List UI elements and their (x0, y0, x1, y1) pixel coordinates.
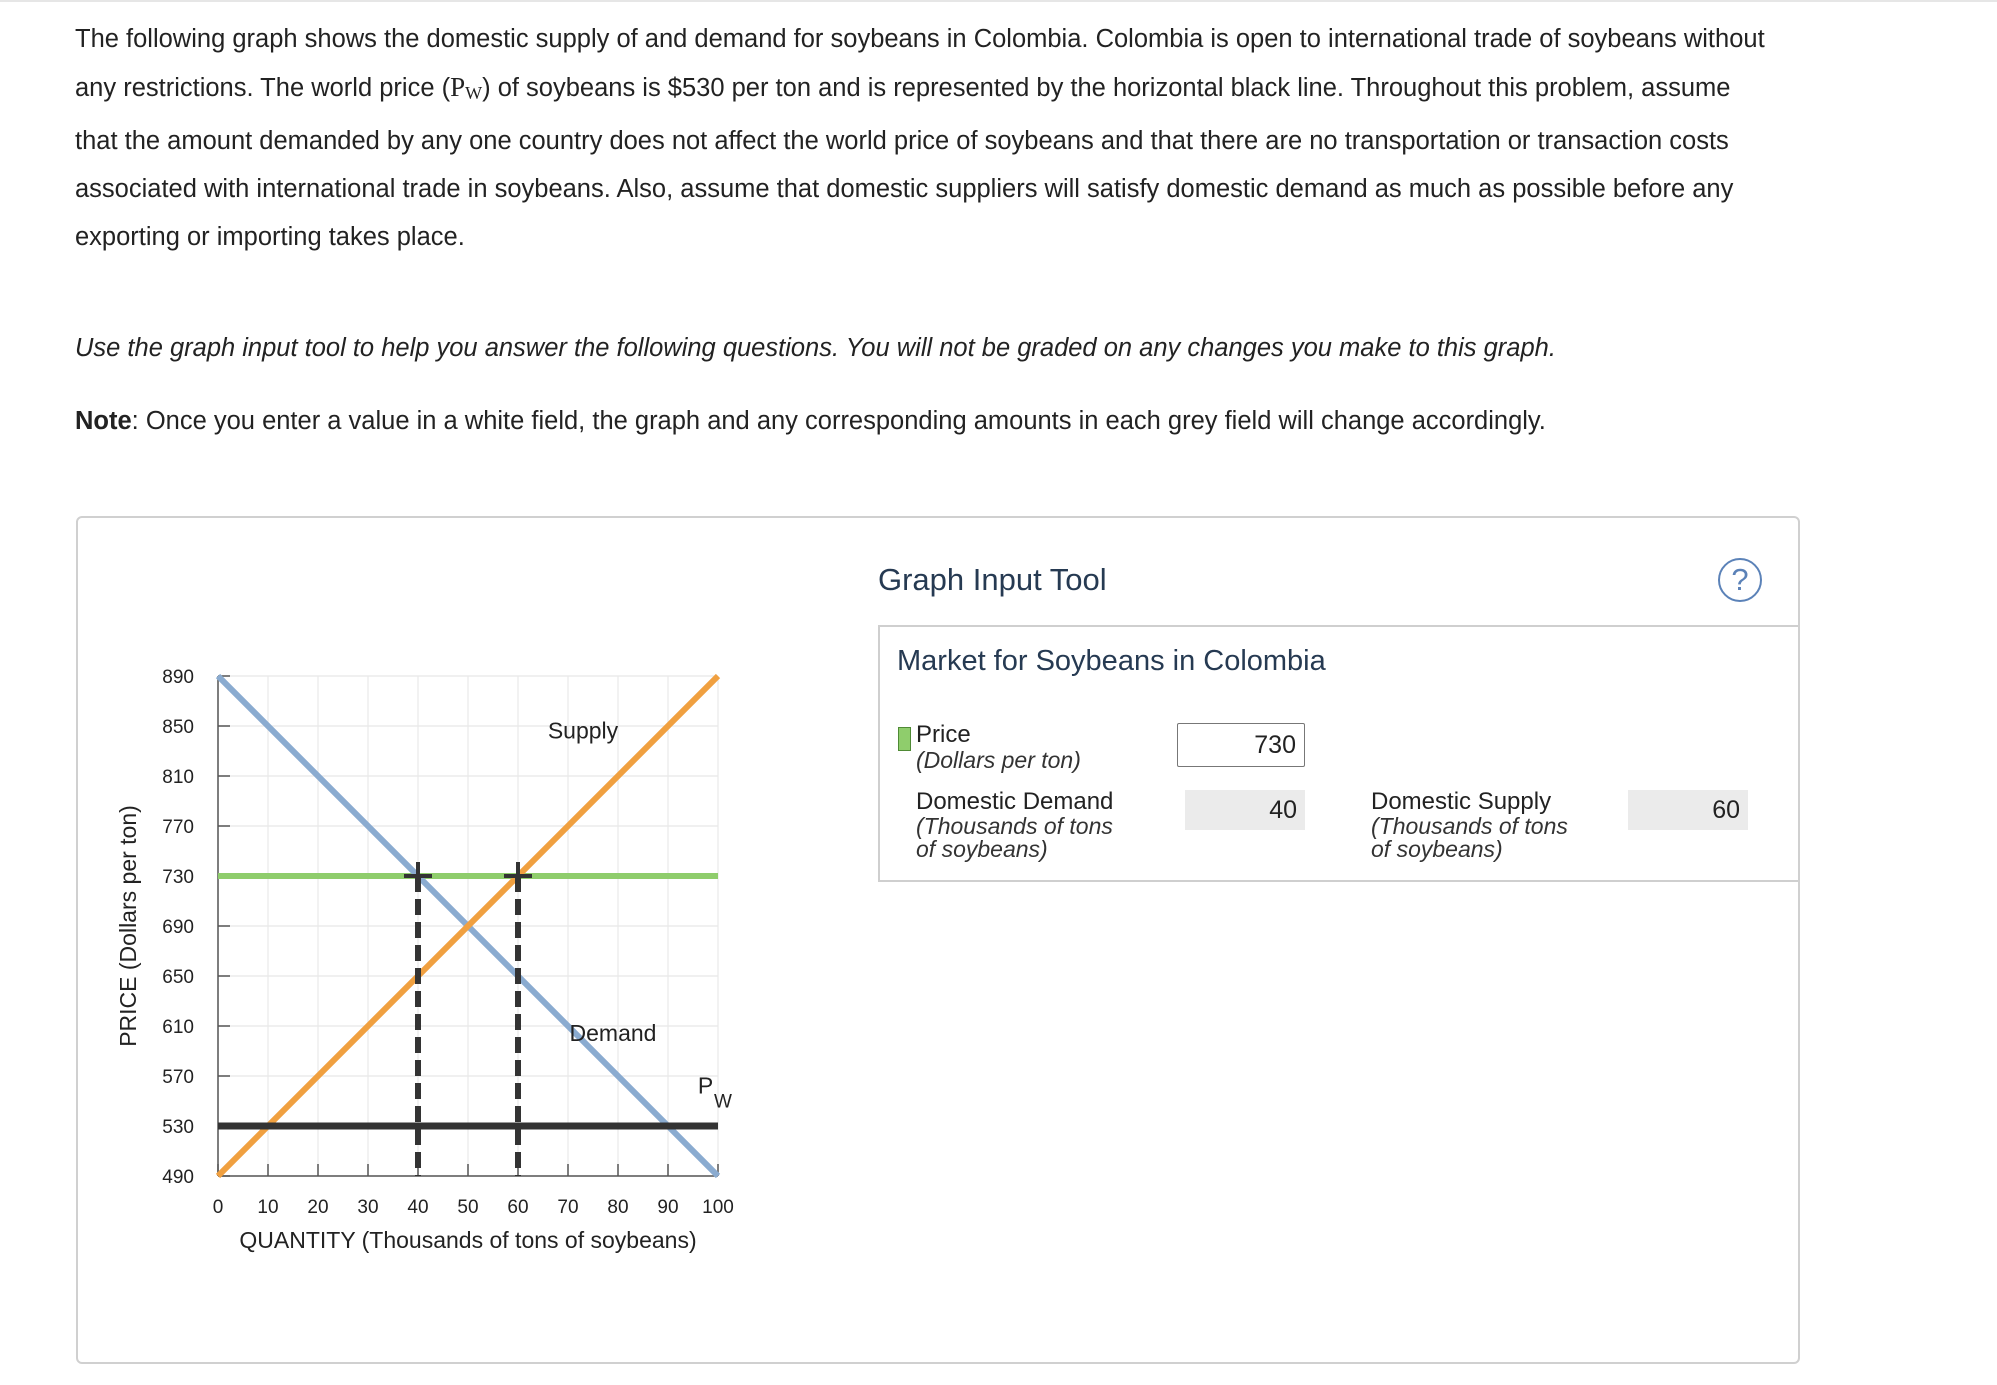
problem-line-5: exporting or importing takes place. (75, 223, 465, 251)
world-price-label-subscript: W (714, 1091, 732, 1113)
problem-line-1: The following graph shows the domestic supply of and demand for soybeans in Colombia. Colombia is open to international trade of soybeans without (75, 25, 1765, 53)
top-divider (0, 0, 1997, 2)
price-label: Price (916, 721, 971, 748)
supply-curve-label: Supply (547, 717, 619, 744)
graph-panel (76, 516, 1800, 1364)
y-tick-label-770: 770 (162, 817, 194, 838)
x-tick-label-20: 20 (307, 1197, 329, 1218)
domestic-demand-value: 40 (1185, 790, 1305, 830)
domestic-supply-label: Domestic Supply (1371, 788, 1552, 815)
y-tick-label-570: 570 (162, 1067, 194, 1088)
price-input[interactable] (1177, 723, 1305, 767)
x-tick-label-50: 50 (457, 1197, 479, 1218)
world-price-symbol (450, 72, 482, 102)
domestic-demand-unit-2: of soybeans) (916, 836, 1048, 862)
problem-statement (75, 15, 1905, 261)
y-tick-label-530: 530 (162, 1117, 194, 1138)
world-price-label: P (697, 1072, 714, 1099)
pw-subscript: W (465, 83, 483, 103)
problem-line-2 (75, 63, 1905, 117)
note-text (75, 403, 1905, 439)
domestic-demand-unit-1: (Thousands of tons (916, 813, 1113, 839)
problem-line-4: associated with international trade in soybeans. Also, assume that domestic suppliers will satisfy domestic demand as much as possible before any (75, 175, 1734, 203)
note-label: Note (75, 407, 132, 435)
price-legend-swatch (898, 727, 911, 751)
x-tick-label-10: 10 (257, 1197, 279, 1218)
x-tick-label-80: 80 (607, 1197, 629, 1218)
x-tick-label-0: 0 (212, 1197, 224, 1218)
instruction-text: Use the graph input tool to help you answer the following questions. You will not be graded on any changes you make to this graph. (75, 334, 1556, 362)
y-tick-label-690: 690 (162, 917, 194, 938)
x-tick-label-40: 40 (407, 1197, 429, 1218)
y-tick-label-610: 610 (162, 1017, 194, 1038)
demand-curve-label: Demand (569, 1020, 657, 1046)
problem-line-2-post: ) of soybeans is $530 per ton and is represented by the horizontal black line. Throughout this problem, assume (482, 74, 1731, 102)
curve-labels (548, 718, 732, 1113)
y-tick-label-850: 850 (162, 717, 194, 738)
domestic-supply-unit-2: of soybeans) (1371, 836, 1503, 862)
note-body: : Once you enter a value in a white field, the graph and any corresponding amounts in each grey field will change accordingly. (131, 407, 1546, 435)
pw-letter: P (450, 72, 466, 102)
x-tick-label-100: 100 (702, 1197, 734, 1218)
graph-input-tool-title: Graph Input Tool (878, 562, 1107, 597)
domestic-supply-unit-1: (Thousands of tons (1371, 813, 1568, 839)
x-axis-label: QUANTITY (Thousands of tons of soybeans) (239, 1227, 697, 1253)
problem-line-2-pre: any restrictions. The world price ( (75, 74, 451, 102)
y-tick-label-730: 730 (162, 867, 194, 888)
y-tick-label-890: 890 (162, 667, 194, 688)
market-input-box (878, 625, 1798, 882)
problem-line-3: that the amount demanded by any one country does not affect the world price of soybeans and that there are no transportation or transaction costs (75, 127, 1729, 155)
market-graph[interactable] (78, 518, 878, 1362)
price-unit: (Dollars per ton) (916, 747, 1081, 773)
y-axis-label: PRICE (Dollars per ton) (115, 805, 141, 1047)
x-tick-label-90: 90 (657, 1197, 679, 1218)
x-tick-label-30: 30 (357, 1197, 379, 1218)
y-tick-label-810: 810 (162, 767, 194, 788)
y-tick-label-490: 490 (162, 1167, 194, 1188)
domestic-supply-value: 60 (1628, 790, 1748, 830)
y-tick-label-650: 650 (162, 967, 194, 988)
domestic-demand-label: Domestic Demand (916, 788, 1114, 815)
x-tick-label-60: 60 (507, 1197, 529, 1218)
x-tick-label-70: 70 (557, 1197, 579, 1218)
help-button[interactable]: ? (1718, 558, 1762, 602)
market-title: Market for Soybeans in Colombia (897, 645, 1326, 677)
